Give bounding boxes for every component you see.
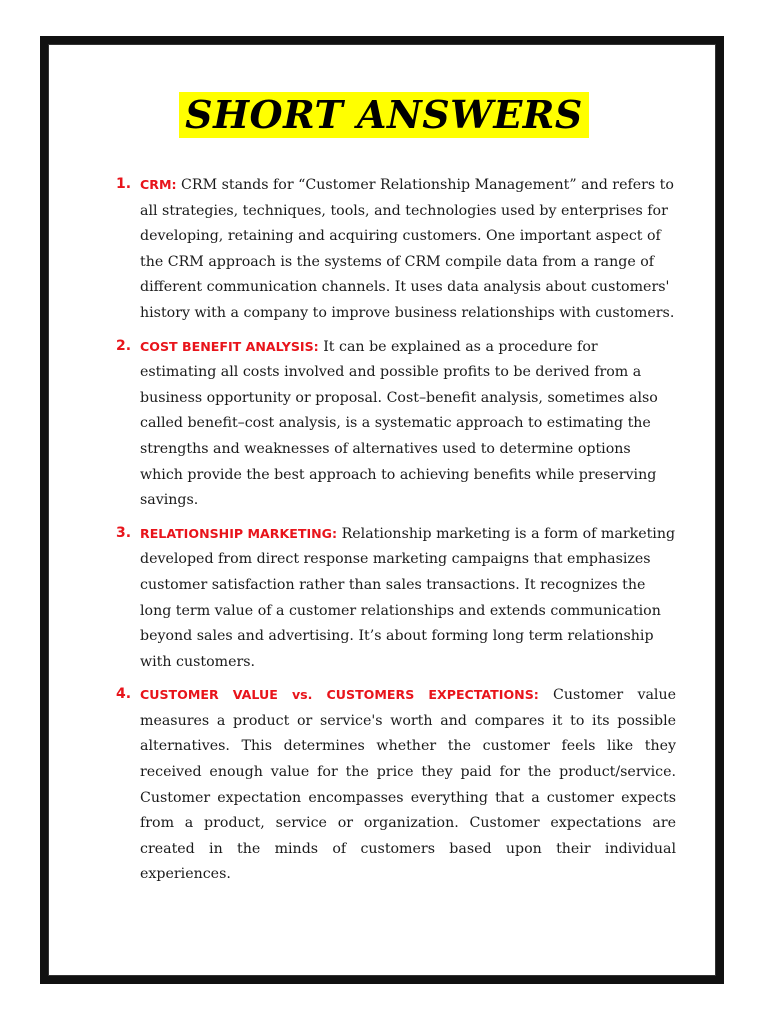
item-text: Relationship marketing is a form of marketing developed from direct response marketing campaigns that emphasizes customer satisfaction rather than sales transactions. It recognizes the long term value of a customer relationships and extends communication beyond sales and advertising. It’s about forming long term relationship with customers. xyxy=(140,525,676,670)
item-text: CRM stands for “Customer Relationship Management” and refers to all strategies, techniques, tools, and technologies used by enterprises for developing, retaining and acquiring customers. One important aspect of the CRM approach is the systems of CRM compile data from a range of different communication channels. It uses data analysis about customers' history with a company to improve business relationships with customers. xyxy=(140,177,675,321)
list-item xyxy=(112,172,676,327)
item-term: COST BENEFIT ANALYSIS: xyxy=(140,338,319,354)
list-item xyxy=(112,682,676,888)
title-container xyxy=(0,92,768,138)
list-item xyxy=(112,521,676,676)
item-number: 2. xyxy=(116,337,132,354)
item-text: Customer value measures a product or service's worth and compares it to its possible alternatives. This determines whether the customer feels like they received enough value for the price they paid for the product/service. Customer expectation encompasses everything that a customer expects from a product, service or organization. Customer expectations are created in the minds of customers based upon their individual experiences. xyxy=(140,687,676,883)
item-term: CRM: xyxy=(140,177,177,192)
item-number: 1. xyxy=(116,176,132,192)
item-term: CUSTOMER VALUE vs. CUSTOMERS EXPECTATIONS: xyxy=(140,687,539,703)
item-number: 3. xyxy=(116,524,132,541)
item-number: 4. xyxy=(116,686,132,703)
item-text: It can be explained as a procedure for estimating all costs involved and possible profits to be derived from a business opportunity or proposal. Cost–benefit analysis, sometimes also called benefit–cost analysis, is a systematic approach to estimating the strengths and weaknesses of alternatives used to determine options which provide the best approach to achieving benefits while preserving savings. xyxy=(140,338,658,509)
page-title: SHORT ANSWERS xyxy=(179,92,589,138)
answers-list xyxy=(112,172,676,895)
list-item xyxy=(112,334,676,514)
item-term: RELATIONSHIP MARKETING: xyxy=(140,525,338,541)
